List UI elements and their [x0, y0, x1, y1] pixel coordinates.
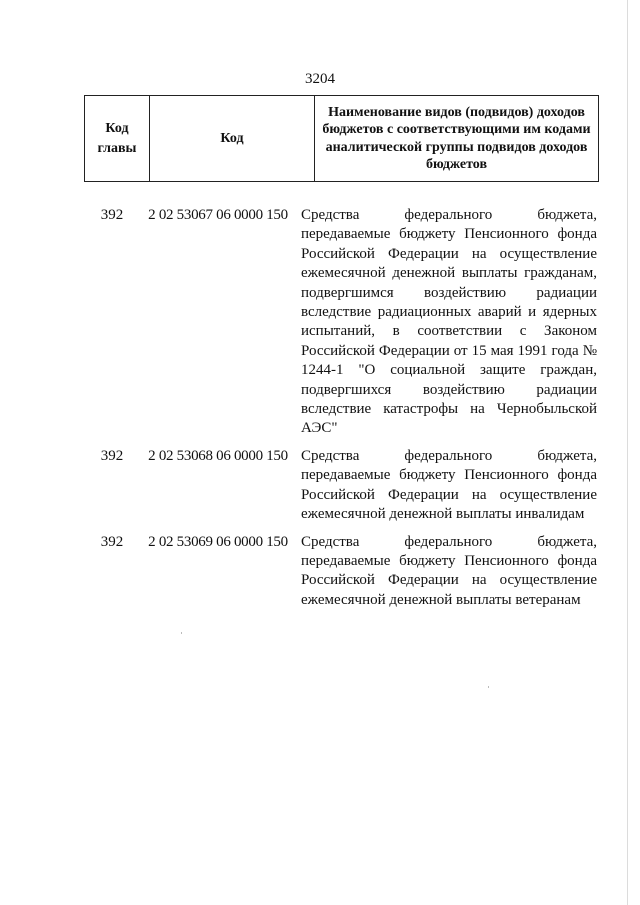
chapter-code-cell: 392 [100, 207, 124, 223]
scan-edge-line [627, 0, 628, 905]
header-code: Код [150, 96, 315, 182]
table-row [84, 447, 599, 525]
page-number: 3204 [305, 71, 335, 87]
table-row [84, 533, 599, 611]
name-cell: Средства федерального бюджета, передаваемые бюджету Пенсионного фонда Российской Федерации на осуществление ежемесячной денежной выплаты инвалидам [301, 447, 597, 523]
code-cell: 2 02 53068 06 0000 150 [148, 447, 288, 464]
chapter-code-cell: 392 [100, 533, 124, 550]
name-cell: Средства федерального бюджета, передаваемые бюджету Пенсионного фонда Российской Федерации на осуществление ежемесячной денежной выплаты ветеранам [301, 533, 597, 608]
table-body [84, 206, 599, 610]
header-name: Наименование видов (подвидов) доходов бюджетов с соответствующими им кодами аналитической группы подвидов доходов бюджетов [315, 96, 599, 182]
name-cell: Средства федерального бюджета, передаваемые бюджету Пенсионного фонда Российской Федерации на осуществление ежемесячной денежной выплаты гражданам, подвергшимся воздействию радиации вследствие радиационных аварий и ядерных испытаний, в соответствии с Законом Российской Федерации от 15 мая 1991 года № 1244-1 "О социальной защите граждан, подвергшихся воздействию радиации вследствие катастрофы на Чернобыльской АЭС" [301, 207, 597, 437]
scan-speck [181, 632, 182, 634]
code-cell: 2 02 53067 06 0000 150 [148, 207, 288, 223]
chapter-code-cell: 392 [100, 447, 124, 464]
table-row [84, 206, 599, 439]
table-header [84, 95, 599, 182]
scan-speck [488, 686, 489, 688]
header-chapter-code: Код главы [85, 96, 150, 182]
code-cell: 2 02 53069 06 0000 150 [148, 533, 288, 550]
